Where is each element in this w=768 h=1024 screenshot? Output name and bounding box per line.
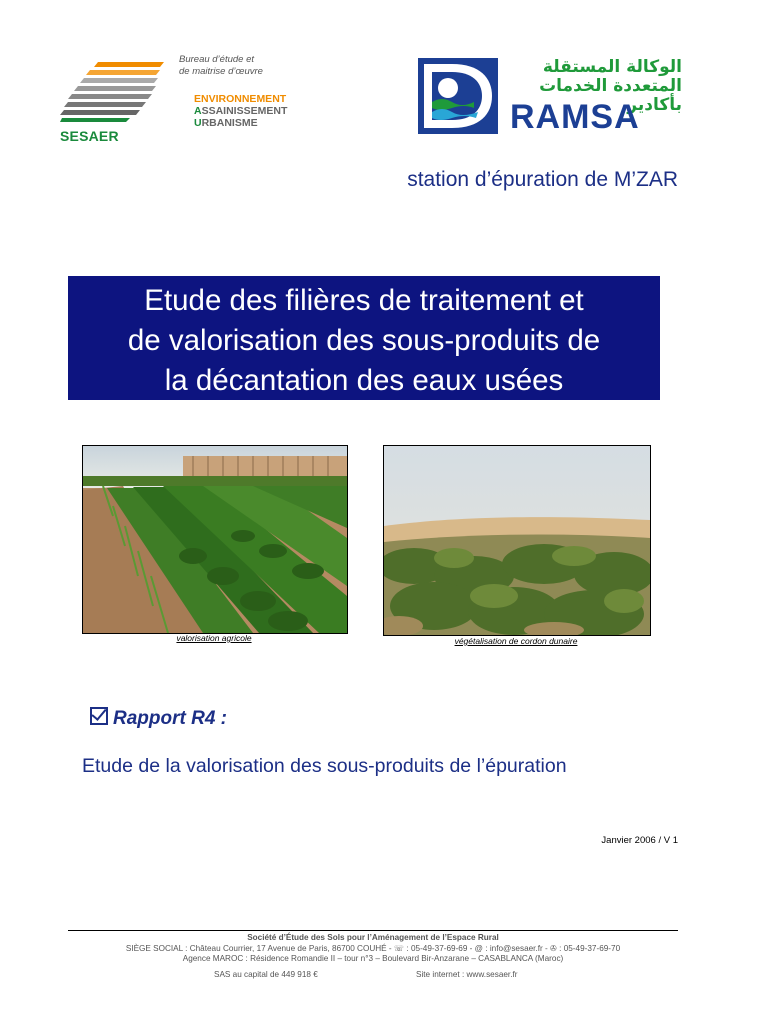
main-title-line1: Etude des filières de traitement et [144, 284, 584, 317]
domain-urbanisme [194, 117, 287, 129]
footer-capital: SAS au capital de 449 918 € [214, 970, 318, 979]
title-banner [68, 276, 660, 400]
date-version: Janvier 2006 / V 1 [601, 835, 678, 846]
sesaer-logo [60, 54, 310, 148]
sesaer-tagline [179, 54, 319, 78]
ramsa-name: RAMSA [510, 98, 640, 136]
photo-caption-dune: végétalisation de cordon dunaire [454, 636, 578, 646]
main-title [68, 281, 660, 401]
agricultural-field-image [83, 446, 347, 633]
main-title-line2: de valorisation des sous-produits de [127, 324, 601, 357]
domain-u-rest: RBANISME [201, 117, 258, 129]
sesaer-domains [194, 93, 287, 129]
footer [68, 933, 678, 965]
ramsa-emblem-icon [418, 58, 498, 134]
footer-website: Site internet : www.sesaer.fr [416, 970, 518, 979]
dune-vegetation-photo [383, 445, 651, 636]
report-heading [90, 707, 227, 730]
domain-assainissement [194, 105, 287, 117]
footer-morocco-agency: Agence MAROC : Résidence Romandie II – tour n°3 – Boulevard Bir-Anzarane – CASABLANCA (Maroc) [182, 954, 564, 963]
footer-head-office: SIÈGE SOCIAL : Château Courrier, 17 Avenue de Paris, 86700 COUHÉ - ☏ : 05-49-37-69-69 - @ : info@sesaer.fr - ✇ : 05-49-37-69-70 [125, 943, 621, 953]
ramsa-logo [418, 58, 684, 136]
agricultural-field-photo [82, 445, 348, 634]
domain-e-rest: NVIRONNEMENT [201, 93, 287, 105]
ramsa-arabic-line2: المتعددة الخدمات بأكادير [539, 76, 682, 115]
dune-vegetation-image [384, 446, 650, 635]
checkbox-checked-icon [90, 707, 108, 725]
domain-a-initial: A [194, 105, 202, 117]
footer-divider [68, 930, 678, 931]
photo-caption-agricultural: valorisation agricole [176, 633, 252, 643]
ramsa-arabic-line1: الوكالة المستقلة [542, 57, 682, 77]
sesaer-tagline-line2: de maitrise d’œuvre [179, 66, 263, 77]
domain-e-initial: E [194, 93, 202, 105]
footer-company: Société d’Étude des Sols pour l’Aménagement de l’Espace Rural [247, 933, 499, 942]
main-title-line3: la décantation des eaux usées [164, 364, 564, 397]
sesaer-tagline-line1: Bureau d’étude et [179, 54, 255, 65]
sesaer-name: SESAER [60, 128, 119, 144]
domain-environnement [194, 93, 287, 105]
station-title: station d’épuration de M’ZAR [407, 168, 678, 191]
domain-u-initial: U [194, 117, 202, 129]
report-heading-text: Rapport R4 : [113, 708, 227, 729]
report-subtitle: Etude de la valorisation des sous-produits de l’épuration [82, 755, 567, 777]
domain-a-rest: SSAINISSEMENT [201, 105, 288, 117]
